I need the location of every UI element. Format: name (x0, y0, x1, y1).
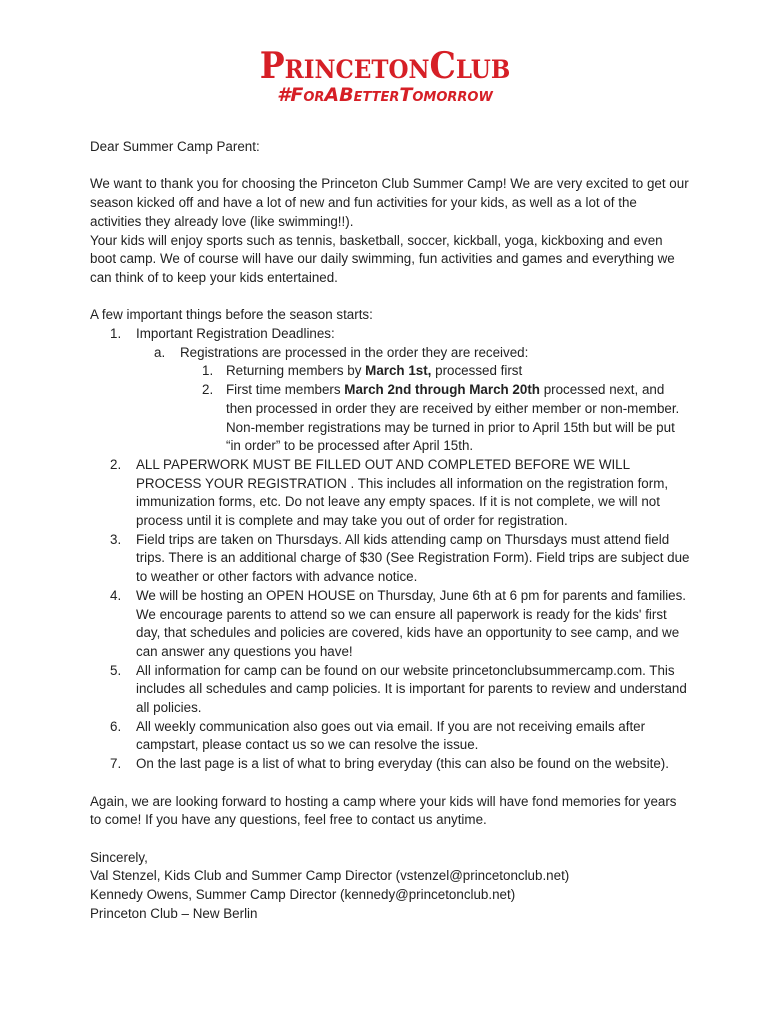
list-number: 6. (110, 718, 122, 734)
list-number: 2. (202, 382, 214, 398)
signature-line-3: Princeton Club – New Berlin (90, 905, 258, 921)
list-text: On the last page is a list of what to bring everyday (this can also be found on the website). (136, 756, 669, 772)
list-item (90, 662, 690, 718)
list-item (90, 362, 690, 381)
greeting: Dear Summer Camp Parent: (90, 139, 260, 154)
list-text: We will be hosting an OPEN HOUSE on Thursday, June 6th at 6 pm for parents and families. We encourage parents to attend so we can ensure all paperwork is ready for the kids' first day, that schedules and policies are covered, kids have an opportunity to see camp, and we can answer any questions you have! (136, 587, 687, 659)
deadline-returning: March 1st, (365, 363, 432, 379)
intro-paragraph-2: Your kids will enjoy sports such as tennis, basketball, soccer, kickball, yoga, kickboxing and even boot camp. We of course will have our daily swimming, fun activities and games and everything we can think of to keep your kids entertained. (90, 232, 675, 285)
signoff: Sincerely, (90, 849, 148, 865)
list-text: ALL PAPERWORK MUST BE FILLED OUT AND COMPLETED BEFORE WE WILL PROCESS YOUR REGISTRATION . This includes all information on the registration form, immunization forms, etc. Do not leave any empty spaces. If it is not complete, we will not process until it is complete and may take you out of order for registration. (136, 456, 669, 529)
list-number: 1. (202, 363, 214, 379)
list-text: Important Registration Deadlines: (136, 326, 335, 341)
list-item (90, 456, 690, 531)
logo-title: PrincetonClub (259, 45, 511, 87)
list-number: 7. (110, 756, 122, 772)
list-letter: a. (154, 344, 166, 360)
intro-paragraph-1: We want to thank you for choosing the Princeton Club Summer Camp! We are very excited to get our season kicked off and have a lot of new and fun activities for your kids, as well as a lot of the activities they already love (like swimming!!). (90, 176, 689, 229)
list-item (90, 381, 690, 456)
list-item (90, 755, 690, 774)
list-number: 3. (110, 531, 122, 547)
list-text: Field trips are taken on Thursdays. All kids attending camp on Thursdays must attend field trips. There is an additional charge of $30 (See Registration Form). Field trips are subject due to weather or other factors with advance notice. (136, 531, 690, 585)
list-text-post: processed first (431, 363, 523, 379)
list-item (90, 325, 690, 344)
list-text: Registrations are processed in the order they are received: (180, 344, 529, 360)
list-number: 4. (110, 587, 122, 603)
list-text-pre: First time members (226, 382, 345, 398)
princeton-club-logo (0, 46, 770, 106)
list-intro: A few important things before the season starts: (90, 307, 373, 323)
logo-tagline: #ForABetterTomorrow (277, 84, 493, 106)
list-text: All information for camp can be found on our website princetonclubsummercamp.com. This includes all schedules and camp policies. It is important for parents to review and understand all policies. (136, 662, 687, 716)
list-text-post: processed next, and then processed in order they are received by either member or non-member. Non-member registrations may be turned in prior to April 15th but will be put “in order” to be processed after April 15th. (226, 382, 680, 454)
deadline-new: March 2nd through March 20th (344, 382, 540, 398)
list-item (90, 531, 690, 587)
list-number: 2. (110, 456, 122, 472)
signature-line-2: Kennedy Owens, Summer Camp Director (kennedy@princetonclub.net) (90, 887, 516, 903)
signature-line-1: Val Stenzel, Kids Club and Summer Camp Director (vstenzel@princetonclub.net) (90, 868, 570, 884)
list-number: 5. (110, 662, 122, 678)
letter-body (90, 138, 690, 923)
list-item (90, 587, 690, 662)
list-text: All weekly communication also goes out via email. If you are not receiving emails after campstart, please contact us so we can resolve the issue. (136, 718, 646, 753)
list-number: 1. (110, 326, 122, 341)
list-text-pre: Returning members by (226, 363, 366, 379)
list-item (90, 344, 690, 363)
closing-paragraph: Again, we are looking forward to hosting a camp where your kids will have fond memories for years to come! If you have any questions, feel free to contact us anytime. (90, 793, 677, 828)
list-item (90, 718, 690, 755)
